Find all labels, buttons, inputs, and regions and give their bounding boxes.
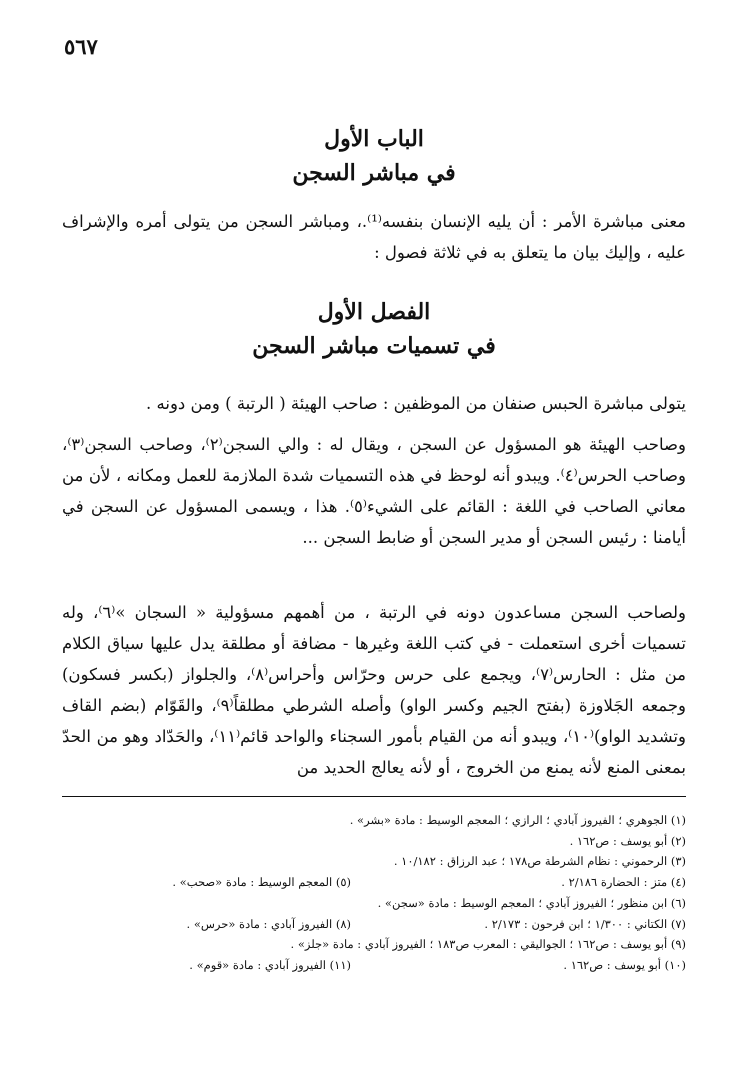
footnote: (٤) متز : الحضارة ٢/١٨٦ . — [561, 875, 686, 890]
body-paragraph-3: ولصاحب السجن مساعدون دونه في الرتبة ، من أهمهم مسؤولية « السجان »⁽٦⁾، وله تسميات أخرى استعملت - في كتب اللغة وغيرها - مضافة أو مطلقة يدل عليها سياق الكلام من مثل : الحارس⁽٧⁾، ويجمع على حرس وحرّاس وأحراس⁽٨⁾، والجلواز (بكسر فسكون) وجمعه الجَلاوزة (بفتح الجيم وكسر الواو) وأصله الشرطي مطلقاً⁽٩⁾، والقَوّام (بضم القاف وتشديد الواو)⁽١٠⁾، ويبدو أنه من القيام بأمور السجناء والواحد قائم⁽١١⁾، والحَدّاد وهو من الحدّ بمعنى المنع لأنه يمنع من الخروج ، أو لأنه يعالج الحديد من — [62, 603, 686, 777]
footnote: (٣) الرحموني : نظام الشرطة ص١٧٨ ؛ عبد الرزاق : ١٠/١٨٢ . — [393, 854, 686, 869]
footnote: (١) الجوهري ؛ الفيروز آبادي ؛ الرازي ؛ المعجم الوسيط : مادة «بشر» . — [349, 813, 686, 827]
section-title-line1: الفصل الأول — [317, 299, 431, 325]
page-number: ٥٦٧ — [64, 34, 98, 59]
footnote: (٥) المعجم الوسيط : مادة «صحب» . — [172, 875, 351, 890]
footnote-row — [62, 872, 686, 893]
footnote: (١١) الفيروز آبادي : مادة «قوم» . — [189, 957, 351, 972]
chapter-title — [62, 122, 686, 190]
footnote-row — [62, 810, 686, 831]
body-paragraph-2: وصاحب الهيئة هو المسؤول عن السجن ، ويقال له : والي السجن⁽٢⁾، وصاحب السجن⁽٣⁾، وصاحب الحرس⁽٤⁾. ويبدو أنه لوحظ في هذه التسميات شدة الملازمة للعمل ومكانه ، لأن من معاني الصاحب في اللغة : القائم على الشيء⁽٥⁾. هذا ، ويسمى المسؤول عن السجن في أيامنا : رئيس السجن أو مدير السجن أو ضابط السجن ... — [62, 435, 686, 547]
chapter-title-line1: الباب الأول — [324, 126, 424, 152]
footnote-row — [62, 851, 686, 872]
footnote: (٨) الفيروز آبادي : مادة «حرس» . — [186, 916, 351, 931]
footnote-row — [62, 893, 686, 914]
footnote-row — [62, 955, 686, 976]
footnote-row — [62, 831, 686, 852]
footnote: (٦) ابن منظور ؛ الفيروز آبادي ؛ المعجم الوسيط : مادة «سجن» . — [377, 895, 686, 910]
chapter-title-line2: في مباشر السجن — [292, 160, 456, 186]
footnote: (١٠) أبو يوسف : ص١٦٢ . — [563, 957, 686, 972]
footnote: (٢) أبو يوسف : ص١٦٢ . — [569, 833, 686, 848]
body-paragraph-1: يتولى مباشرة الحبس صنفان من الموظفين : صاحب الهيئة ( الرتبة ) ومن دونه . — [146, 394, 686, 413]
footnote-row — [62, 914, 686, 935]
footnote: (٩) أبو يوسف : ص١٦٢ ؛ الجواليقي : المعرب ص١٨٣ ؛ الفيروز آبادي : مادة «جلز» . — [290, 937, 686, 952]
footnote: (٧) الكتاني : ١/٣٠٠ ؛ ابن فرحون : ٢/١٧٣ . — [484, 916, 686, 931]
section-title-line2: في تسميات مباشر السجن — [252, 333, 496, 359]
intro-paragraph: معنى مباشرة الأمر : أن يليه الإنسان بنفسه⁽¹⁾.، ومباشر السجن من يتولى أمره والإشراف عليه ، وإليك بيان ما يتعلق به في ثلاثة فصول : — [62, 212, 686, 262]
footnote-row — [62, 934, 686, 955]
footnote-divider — [62, 796, 686, 797]
footnotes — [62, 810, 686, 976]
section-title — [62, 295, 686, 363]
